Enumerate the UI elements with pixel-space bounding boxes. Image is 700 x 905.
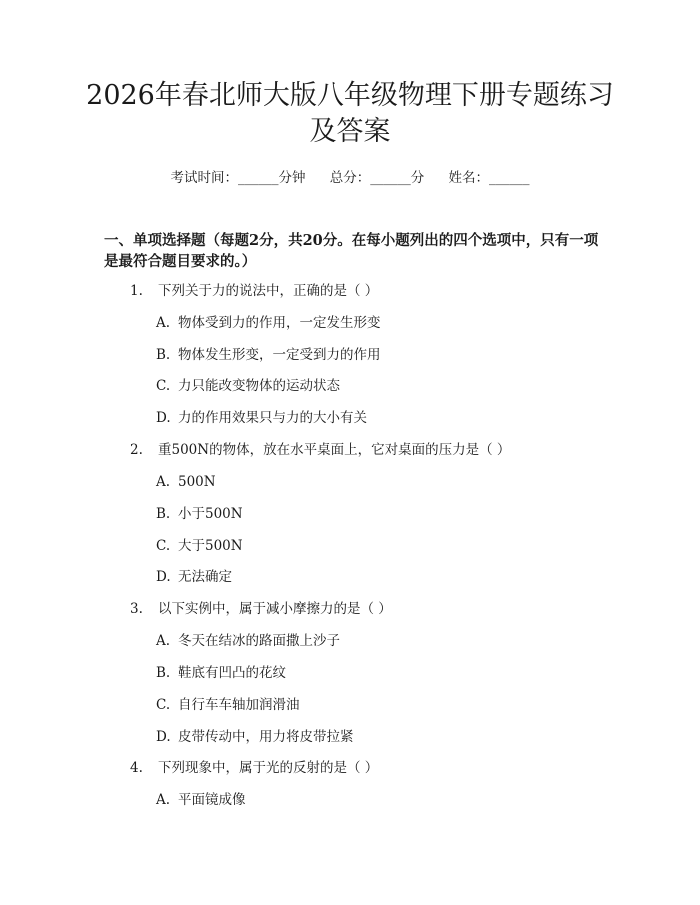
option-key: A. (156, 633, 171, 649)
answer-option (156, 345, 381, 365)
answer-option (156, 663, 286, 683)
option-text: 鞋底有凹凸的花纹 (178, 665, 286, 681)
question-text: 以下实例中，属于减小摩擦力的是（ ） (158, 601, 392, 617)
question-number: 4. (130, 760, 143, 776)
option-text: 冬天在结冰的路面撒上沙子 (178, 633, 340, 649)
option-text: 自行车车轴加润滑油 (178, 697, 300, 713)
answer-option (156, 695, 300, 715)
question-number: 2. (130, 442, 143, 458)
question (130, 281, 378, 301)
question (130, 758, 378, 778)
option-text: 物体发生形变，一定受到力的作用 (178, 347, 381, 363)
option-text: 力的作用效果只与力的大小有关 (178, 410, 367, 426)
answer-option (156, 408, 367, 428)
answer-option (156, 727, 354, 747)
exam-meta (0, 168, 700, 188)
title-line-1: 2026年春北师大版八年级物理下册专题练习 (86, 80, 614, 111)
option-text: 大于500N (178, 538, 243, 554)
option-key: B. (156, 665, 171, 681)
option-text: 力只能改变物体的运动状态 (178, 378, 340, 394)
answer-option (156, 504, 243, 524)
question (130, 440, 510, 460)
option-key: A. (156, 315, 171, 331)
answer-option (156, 631, 340, 651)
answer-option (156, 536, 243, 556)
exam-time: 考试时间：______分钟 (170, 170, 306, 186)
option-key: B. (156, 347, 171, 363)
student-name: 姓名：______ (448, 170, 530, 186)
option-key: A. (156, 474, 171, 490)
question-text: 下列现象中，属于光的反射的是（ ） (158, 760, 379, 776)
option-key: B. (156, 506, 171, 522)
answer-option (156, 313, 381, 333)
question-number: 3. (130, 601, 143, 617)
option-text: 平面镜成像 (178, 792, 246, 808)
option-key: C. (156, 697, 171, 713)
option-text: 物体受到力的作用，一定发生形变 (178, 315, 381, 331)
option-key: C. (156, 378, 171, 394)
document-title (60, 78, 640, 150)
question-number: 1. (130, 283, 143, 299)
section-title: 一、单项选择题（每题2分，共20分。在每小题列出的四个选项中，只有一项是最符合题目要求的。） (104, 232, 599, 270)
option-key: D. (156, 729, 171, 745)
answer-option (156, 790, 246, 810)
answer-option (156, 376, 340, 396)
option-key: D. (156, 569, 171, 585)
question (130, 599, 392, 619)
answer-option (156, 472, 216, 492)
option-text: 500N (178, 474, 216, 490)
option-text: 无法确定 (178, 569, 232, 585)
question-text: 重500N的物体，放在水平桌面上，它对桌面的压力是（ ） (158, 442, 511, 458)
option-key: A. (156, 792, 171, 808)
answer-option (156, 567, 232, 587)
option-text: 皮带传动中，用力将皮带拉紧 (178, 729, 354, 745)
exam-score: 总分：______分 (329, 170, 425, 186)
title-line-2: 及答案 (309, 116, 391, 147)
option-key: D. (156, 410, 171, 426)
question-text: 下列关于力的说法中，正确的是（ ） (158, 283, 379, 299)
option-text: 小于500N (178, 506, 243, 522)
option-key: C. (156, 538, 171, 554)
